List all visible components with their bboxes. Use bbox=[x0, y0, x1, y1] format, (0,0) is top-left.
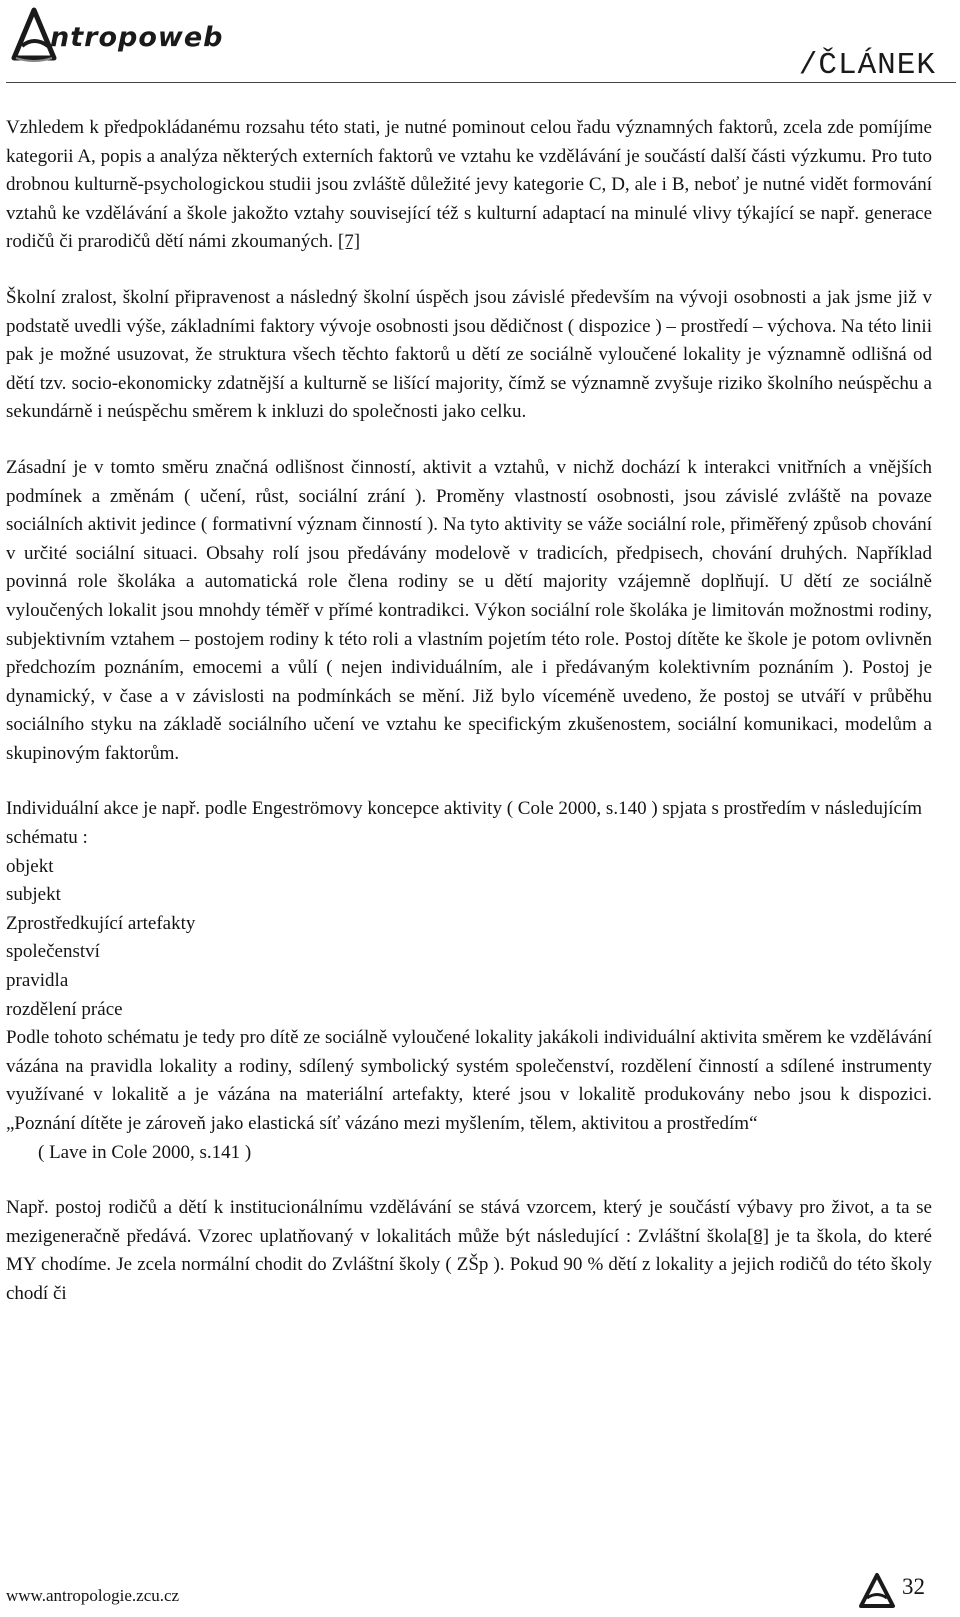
page-footer bbox=[0, 1566, 960, 1617]
scheme-item: objekt bbox=[6, 855, 54, 877]
antropoweb-footer-icon bbox=[858, 1572, 896, 1617]
footnote-link-7[interactable]: [7] bbox=[337, 231, 361, 253]
header-divider bbox=[6, 82, 956, 83]
section-label: /ČLÁNEK bbox=[798, 48, 936, 83]
logo-wordmark: ntropoweb bbox=[50, 22, 224, 53]
paragraph-1 bbox=[6, 114, 932, 257]
scheme-item: pravidla bbox=[6, 970, 69, 992]
scheme-item: rozdělení práce bbox=[6, 998, 123, 1020]
article-body bbox=[6, 114, 932, 1336]
paragraph-4 bbox=[6, 795, 932, 1167]
footer-url: www.antropologie.zcu.cz bbox=[6, 1586, 180, 1605]
paragraph-1-text: Vzhledem k předpokládanému rozsahu této stati, je nutné pominout celou řadu významných faktorů, zcela zde pomíjíme kategorii A, popis a analýza některých externích faktorů ve vztahu ke vzdělávání je součástí další části výzkumu. Pro tuto drobnou kulturně-psychologickou studii jsou zvláště důležité jevy kategorie C, D, ale i B, neboť je nutné vidět formování vztahů ke vzdělávání a škole jakožto vztahy související též s kulturní adaptací na minulé vlivy týkající se např. generace rodičů či prarodičů dětí námi zkoumaných. bbox=[6, 117, 932, 253]
paragraph-2: Školní zralost, školní připravenost a následný školní úspěch jsou závislé především na vývoji osobnosti a jak jsme již v podstatě uvedli výše, základními faktory vývoje osobnosti jsou dědičnost ( dispozice ) – prostředí – výchova. Na této linii pak je možné usuzovat, že struktura všech těchto faktorů u dětí ze sociálně vyloučené lokality je významně odlišná od dětí tzv. socio-ekonomicky zdatnější a kulturně se lišící majority, čímž se významně zvyšuje riziko školního neúspěchu a sekundárně i neúspěchu směrem k inkluzi do společnosti jako celku. bbox=[6, 286, 932, 423]
page-number: 32 bbox=[902, 1574, 925, 1599]
citation: ( Lave in Cole 2000, s.141 ) bbox=[38, 1141, 252, 1163]
paragraph-4-body: Podle tohoto schématu je tedy pro dítě ze sociálně vyloučené lokality jakákoli individuální aktivita směrem ke vzdělávání vázána na pravidla lokality a rodiny, sdílený symbolický systém společenství, rozdělení činností a sdílené instrumenty využívané v lokalitě a je vázána na materiální artefakty, které jsou v lokalitě produkovány nebo jsou k dispozici. „Poznání dítěte je zároveň jako elastická síť vázáno mezi myšlením, tělem, aktivitou a prostředím“ bbox=[6, 1027, 932, 1134]
scheme-item: subjekt bbox=[6, 884, 61, 906]
footnote-link-8[interactable]: [8] bbox=[746, 1225, 770, 1247]
scheme-item: Zprostředkující artefakty bbox=[6, 912, 196, 934]
paragraph-5-text: Např. postoj rodičů a dětí k institucionálnímu vzdělávání se stává vzorcem, který je součástí výbavy pro život, a ta se mezigeneračně předává. Vzorec uplatňovaný v lokalitách může být následující : Zvláštní škola bbox=[6, 1197, 932, 1247]
paragraph-5 bbox=[6, 1194, 932, 1308]
paragraph-4-intro: Individuální akce je např. podle Engeströmovy koncepce aktivity ( Cole 2000, s.140 ) spjata s prostředím v následujícím schématu : bbox=[6, 798, 923, 849]
paragraph-3: Zásadní je v tomto směru značná odlišnost činností, aktivit a vztahů, v nichž dochází k interakci vnitřních a vnějších podmínek a změnám ( učení, růst, sociální zrání ). Proměny vlastností osobnosti, jsou závislé zvláště na povaze sociálních aktivit jedince ( formativní význam činností ). Na tyto aktivity se váže sociální role, přiměřený způsob chování v určité sociální situaci. Obsahy rolí jsou předávány modelově v tradicích, předpisech, chování druhých. Například povinná role školáka a automatická role člena rodiny se u dětí majority vzájemně doplňují. U dětí ze sociálně vyloučených lokalit jsou mnohdy téměř v přímé kontradikci. Výkon sociální role školáka je limitován možnostmi rodiny, subjektivním vztahem – postojem rodiny k této roli a vlastním pojetím této role. Postoj dítěte ke škole je potom ovlivněn předchozím poznáním, emocemi a vůlí ( nejen individuálním, ale i předávaným kolektivním poznáním ). Postoj je dynamický, v čase a v závislosti na podmínkách se mění. Již bylo víceméně uvedeno, že postoj se utváří v průběhu sociálního styku na základě sociálního učení ve vztahu ke specifickým zkušenostem, sociální komunikaci, modelům a skupinovým faktorům. bbox=[6, 456, 932, 764]
scheme-item: společenství bbox=[6, 941, 100, 963]
page-header bbox=[0, 0, 960, 86]
paragraph-5-text-cont: je ta škola, do které MY chodíme. Je zcela normální chodit do Zvláštní školy ( ZŠp ). Pokud 90 % dětí z lokality a jejich rodičů do této školy chodí či bbox=[6, 1225, 932, 1304]
